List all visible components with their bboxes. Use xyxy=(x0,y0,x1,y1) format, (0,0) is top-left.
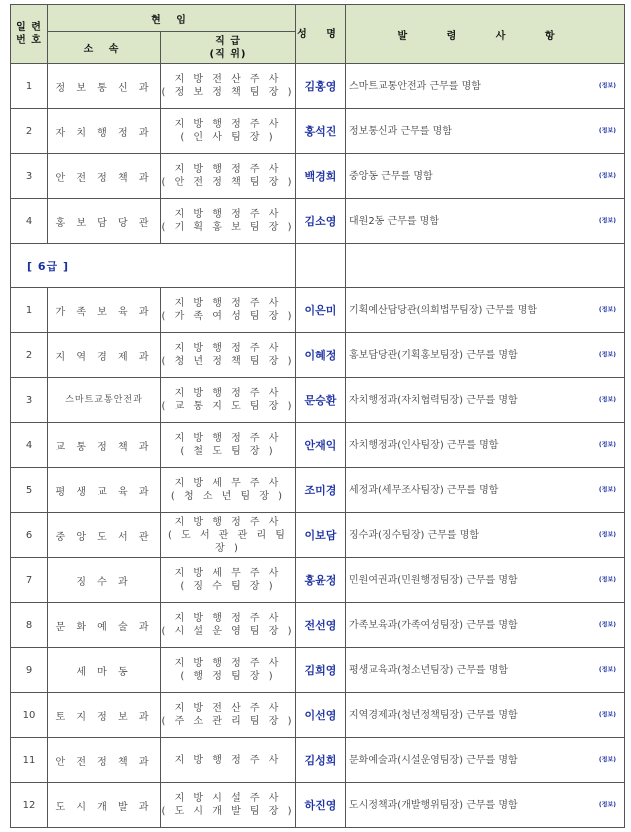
header-current-post: 현 임 xyxy=(48,5,296,32)
row-position: ( 행 정 팀 장 ) xyxy=(180,671,276,682)
row-position: ( 안 전 정 책 팀 장 ) xyxy=(161,177,295,188)
row-rank-title: 지 방 행 정 주 사 xyxy=(174,658,282,669)
row-number: 5 xyxy=(11,468,48,513)
info-badge: (정보) xyxy=(598,711,616,719)
table-row xyxy=(11,738,625,783)
row-department: 세 마 동 xyxy=(48,648,161,693)
table-row xyxy=(11,154,625,199)
header-department: 소 속 xyxy=(48,32,161,64)
row-order-text: 홍보담당관(기획홍보팀장) 근무를 명함 xyxy=(349,349,518,361)
row-person-name: 백경희 xyxy=(296,154,346,199)
row-person-name: 조미경 xyxy=(296,468,346,513)
row-department: 교 통 정 책 과 xyxy=(48,423,161,468)
row-department: 자 치 행 정 과 xyxy=(48,109,161,154)
header-rank xyxy=(161,32,296,64)
row-number: 2 xyxy=(11,109,48,154)
info-badge: (정보) xyxy=(598,531,616,539)
row-order-text: 민원여권과(민원행정팀장) 근무를 명함 xyxy=(349,574,518,586)
row-department: 평 생 교 육 과 xyxy=(48,468,161,513)
row-rank xyxy=(161,154,296,199)
row-rank xyxy=(161,333,296,378)
row-person-name: 홍석진 xyxy=(296,109,346,154)
row-order-text: 자치행정과(자치협력팀장) 근무를 명함 xyxy=(349,394,518,406)
row-rank xyxy=(161,378,296,423)
row-department: 중 앙 도 서 관 xyxy=(48,513,161,558)
row-order xyxy=(346,333,625,378)
table-row xyxy=(11,693,625,738)
header-order: 발 령 사 항 xyxy=(346,5,625,64)
row-rank xyxy=(161,783,296,828)
row-rank xyxy=(161,64,296,109)
row-position: ( 시 설 운 영 팀 장 ) xyxy=(161,626,295,637)
row-department: 도 시 개 발 과 xyxy=(48,783,161,828)
row-order xyxy=(346,513,625,558)
row-order xyxy=(346,378,625,423)
row-person-name: 이선영 xyxy=(296,693,346,738)
section-row-6th-grade xyxy=(11,244,625,288)
table-row xyxy=(11,109,625,154)
row-person-name: 김성희 xyxy=(296,738,346,783)
row-rank xyxy=(161,648,296,693)
row-order xyxy=(346,738,625,783)
row-order-text: 도시정책과(개발행위팀장) 근무를 명함 xyxy=(349,799,518,811)
row-number: 12 xyxy=(11,783,48,828)
table-row xyxy=(11,199,625,244)
row-order xyxy=(346,468,625,513)
row-department: 토 지 정 보 과 xyxy=(48,693,161,738)
row-order-text: 문화예술과(시설운영팀장) 근무를 명함 xyxy=(349,754,518,766)
table-row xyxy=(11,288,625,333)
row-department: 징 수 과 xyxy=(48,558,161,603)
info-badge: (정보) xyxy=(598,306,616,314)
row-rank-title: 지 방 세 무 주 사 xyxy=(174,568,282,579)
row-order xyxy=(346,558,625,603)
row-number: 3 xyxy=(11,378,48,423)
row-person-name: 이은미 xyxy=(296,288,346,333)
row-order xyxy=(346,693,625,738)
row-person-name: 이혜정 xyxy=(296,333,346,378)
info-badge: (정보) xyxy=(598,82,616,90)
info-badge: (정보) xyxy=(598,172,616,180)
header-rank-text: 직 급 (직 위) xyxy=(209,35,247,60)
info-badge: (정보) xyxy=(598,351,616,359)
row-rank xyxy=(161,288,296,333)
row-person-name: 김소영 xyxy=(296,199,346,244)
row-number: 1 xyxy=(11,64,48,109)
row-order-text: 가족보육과(가족여성팀장) 근무를 명함 xyxy=(349,619,518,631)
row-rank-title: 지 방 행 정 주 사 xyxy=(174,343,282,354)
row-rank xyxy=(161,109,296,154)
row-department: 홍 보 담 당 관 xyxy=(48,199,161,244)
row-person-name: 문승환 xyxy=(296,378,346,423)
row-number: 10 xyxy=(11,693,48,738)
row-order xyxy=(346,199,625,244)
row-order-text: 기획예산담당관(의회법무팀장) 근무를 명함 xyxy=(349,304,538,316)
row-order-text: 정보통신과 근무를 명함 xyxy=(349,125,452,137)
row-number: 4 xyxy=(11,199,48,244)
row-order-text: 스마트교통안전과 근무를 명함 xyxy=(349,80,481,92)
section-empty-order xyxy=(346,244,625,288)
table-row xyxy=(11,333,625,378)
row-order xyxy=(346,603,625,648)
row-rank-title: 지 방 전 산 주 사 xyxy=(174,703,282,714)
row-position: ( 주 소 관 리 팀 장 ) xyxy=(161,716,295,727)
row-rank-title: 지 방 행 정 주 사 xyxy=(174,516,282,528)
header-serial-number xyxy=(11,5,48,64)
row-person-name: 김홍영 xyxy=(296,64,346,109)
info-badge: (정보) xyxy=(598,486,616,494)
row-person-name: 홍윤정 xyxy=(296,558,346,603)
row-position: ( 철 도 팀 장 ) xyxy=(180,446,276,457)
info-badge: (정보) xyxy=(598,576,616,584)
row-person-name: 김희영 xyxy=(296,648,346,693)
row-rank xyxy=(161,558,296,603)
row-position: ( 청 소 년 팀 장 ) xyxy=(170,491,286,502)
row-rank-title: 지 방 행 정 주 사 xyxy=(174,388,282,399)
row-person-name: 이보담 xyxy=(296,513,346,558)
row-rank-title: 지 방 행 정 주 사 xyxy=(174,754,282,766)
row-position: ( 징 수 팀 장 ) xyxy=(180,581,276,592)
row-rank-title: 지 방 행 정 주 사 xyxy=(174,433,282,444)
row-order xyxy=(346,64,625,109)
info-badge: (정보) xyxy=(598,396,616,404)
row-order-text: 지역경제과(청년정책팀장) 근무를 명함 xyxy=(349,709,518,721)
row-rank-title: 지 방 시 설 주 사 xyxy=(174,793,282,804)
row-number: 3 xyxy=(11,154,48,199)
section-empty-name xyxy=(296,244,346,288)
row-order-text: 대원2동 근무를 명함 xyxy=(349,215,439,227)
row-order xyxy=(346,288,625,333)
row-position: ( 가 족 여 성 팀 장 ) xyxy=(161,311,295,322)
row-number: 4 xyxy=(11,423,48,468)
row-rank xyxy=(161,513,296,558)
row-department: 가 족 보 육 과 xyxy=(48,288,161,333)
row-department: 안 전 정 책 과 xyxy=(48,154,161,199)
row-rank xyxy=(161,738,296,783)
row-department: 안 전 정 책 과 xyxy=(48,738,161,783)
row-position: ( 도 서 관 관 리 팀 장 ) xyxy=(168,529,288,554)
row-position: ( 정 보 정 책 팀 장 ) xyxy=(161,87,295,98)
info-badge: (정보) xyxy=(598,756,616,764)
table-row xyxy=(11,558,625,603)
row-order xyxy=(346,154,625,199)
info-badge: (정보) xyxy=(598,621,616,629)
row-order xyxy=(346,783,625,828)
table-row xyxy=(11,423,625,468)
table-row xyxy=(11,513,625,558)
row-order xyxy=(346,109,625,154)
personnel-order-sheet xyxy=(10,4,624,828)
row-order-text: 자치행정과(인사팀장) 근무를 명함 xyxy=(349,439,499,451)
row-rank-title: 지 방 세 무 주 사 xyxy=(174,478,282,489)
row-department: 지 역 경 제 과 xyxy=(48,333,161,378)
row-rank xyxy=(161,603,296,648)
header-serial-number-text: 일 련 번 호 xyxy=(16,22,42,46)
row-person-name: 전선영 xyxy=(296,603,346,648)
row-order-text: 징수과(징수팀장) 근무를 명함 xyxy=(349,529,480,541)
row-person-name: 하진영 xyxy=(296,783,346,828)
info-badge: (정보) xyxy=(598,127,616,135)
row-order xyxy=(346,423,625,468)
row-order-text: 중앙동 근무를 명함 xyxy=(349,170,433,182)
row-department: 스마트교통안전과 xyxy=(48,378,161,423)
info-badge: (정보) xyxy=(598,801,616,809)
row-rank xyxy=(161,423,296,468)
row-number: 7 xyxy=(11,558,48,603)
row-person-name: 안재익 xyxy=(296,423,346,468)
info-badge: (정보) xyxy=(598,217,616,225)
row-rank-title: 지 방 전 산 주 사 xyxy=(174,74,282,85)
row-department: 문 화 예 술 과 xyxy=(48,603,161,648)
row-number: 11 xyxy=(11,738,48,783)
row-number: 2 xyxy=(11,333,48,378)
info-badge: (정보) xyxy=(598,441,616,449)
row-rank-title: 지 방 행 정 주 사 xyxy=(174,613,282,624)
row-department: 정 보 통 신 과 xyxy=(48,64,161,109)
row-position: ( 청 년 정 책 팀 장 ) xyxy=(161,356,295,367)
row-rank xyxy=(161,468,296,513)
table-body xyxy=(11,64,625,828)
row-position: ( 도 시 개 발 팀 장 ) xyxy=(161,806,295,817)
row-number: 8 xyxy=(11,603,48,648)
row-rank xyxy=(161,693,296,738)
row-number: 1 xyxy=(11,288,48,333)
personnel-table xyxy=(10,4,625,828)
row-rank-title: 지 방 행 정 주 사 xyxy=(174,298,282,309)
row-number: 9 xyxy=(11,648,48,693)
row-number: 6 xyxy=(11,513,48,558)
table-row xyxy=(11,603,625,648)
row-position: ( 교 통 지 도 팀 장 ) xyxy=(161,401,295,412)
info-badge: (정보) xyxy=(598,666,616,674)
header-name: 성 명 xyxy=(296,5,346,64)
row-order-text: 세정과(세무조사팀장) 근무를 명함 xyxy=(349,484,499,496)
row-order-text: 평생교육과(청소년팀장) 근무를 명함 xyxy=(349,664,509,676)
table-row xyxy=(11,468,625,513)
table-row xyxy=(11,648,625,693)
row-rank-title: 지 방 행 정 주 사 xyxy=(174,164,282,175)
table-row xyxy=(11,378,625,423)
row-order xyxy=(346,648,625,693)
row-rank xyxy=(161,199,296,244)
row-position: ( 인 사 팀 장 ) xyxy=(180,132,276,143)
row-rank-title: 지 방 행 정 주 사 xyxy=(174,119,282,130)
row-rank-title: 지 방 행 정 주 사 xyxy=(174,209,282,220)
table-row xyxy=(11,64,625,109)
table-row xyxy=(11,783,625,828)
section-label: [ 6급 ] xyxy=(11,244,296,288)
row-position: ( 기 획 홍 보 팀 장 ) xyxy=(161,222,295,233)
